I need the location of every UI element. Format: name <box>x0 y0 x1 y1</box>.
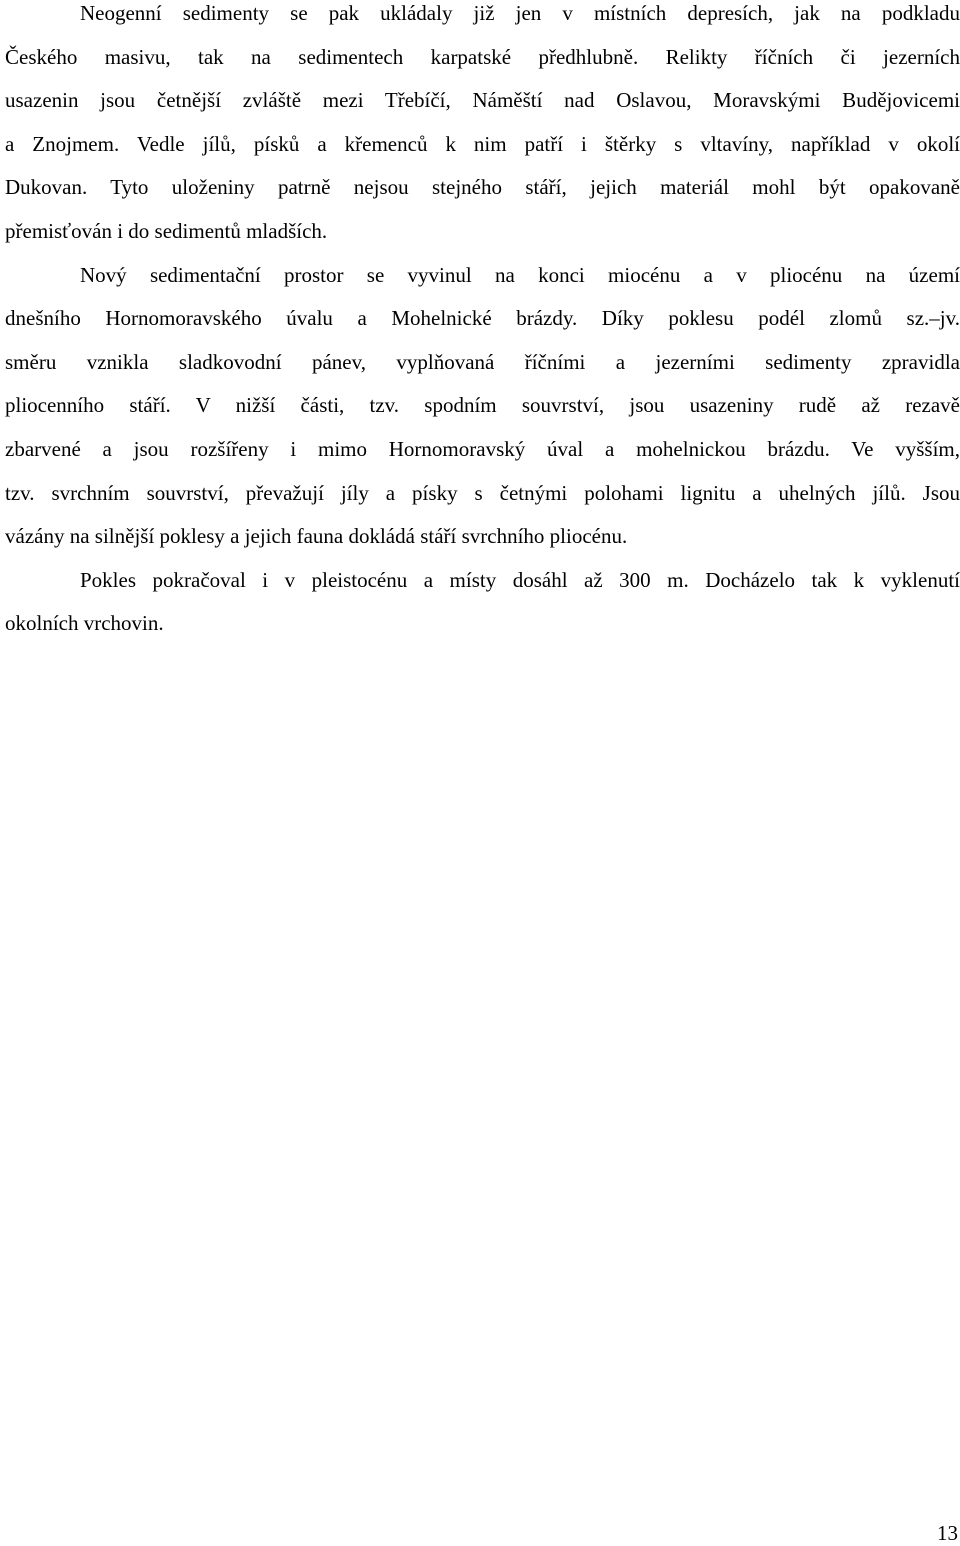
paragraph-3 <box>5 567 960 654</box>
text-line: usazenin jsou četnější zvláště mezi Třebíčí, Náměští nad Oslavou, Moravskými Budějovicemi <box>5 88 960 113</box>
text-line: vázány na silnější poklesy a jejich fauna dokládá stáří svrchního pliocénu. <box>5 524 628 549</box>
paragraph-2 <box>5 262 960 567</box>
text-line: Pokles pokračoval i v pleistocénu a místy dosáhl až 300 m. Docházelo tak k vyklenutí <box>80 567 960 592</box>
text-line: přemisťován i do sedimentů mladších. <box>5 218 328 243</box>
page-number: 13 <box>937 1521 958 1545</box>
text-line: Neogenní sedimenty se pak ukládaly již jen v místních depresích, jak na podkladu <box>80 1 960 25</box>
text-line: Nový sedimentační prostor se vyvinul na konci miocénu a v pliocénu na území <box>80 262 960 287</box>
text-line: zbarvené a jsou rozšířeny i mimo Hornomoravský úval a mohelnickou brázdu. Ve vyšším, <box>5 436 960 461</box>
document-body <box>5 0 960 654</box>
text-line: Českého masivu, tak na sedimentech karpatské předhlubně. Relikty říčních či jezerních <box>5 44 960 69</box>
text-line: okolních vrchovin. <box>5 611 164 636</box>
text-line: směru vznikla sladkovodní pánev, vyplňovaná říčními a jezerními sedimenty zpravidla <box>5 349 960 374</box>
text-line: a Znojmem. Vedle jílů, písků a křemenců k nim patří i štěrky s vltavíny, například v okolí <box>5 131 960 156</box>
paragraph-1 <box>5 0 960 262</box>
text-line: Dukovan. Tyto uloženiny patrně nejsou stejného stáří, jejich materiál mohl být opakovaně <box>5 175 960 200</box>
text-line: pliocenního stáří. V nižší části, tzv. spodním souvrství, jsou usazeniny rudě až rezavě <box>5 393 960 418</box>
text-line: dnešního Hornomoravského úvalu a Mohelnické brázdy. Díky poklesu podél zlomů sz.–jv. <box>5 306 960 331</box>
text-line: tzv. svrchním souvrství, převažují jíly a písky s četnými polohami lignitu a uhelných jílů. Jsou <box>5 480 960 505</box>
